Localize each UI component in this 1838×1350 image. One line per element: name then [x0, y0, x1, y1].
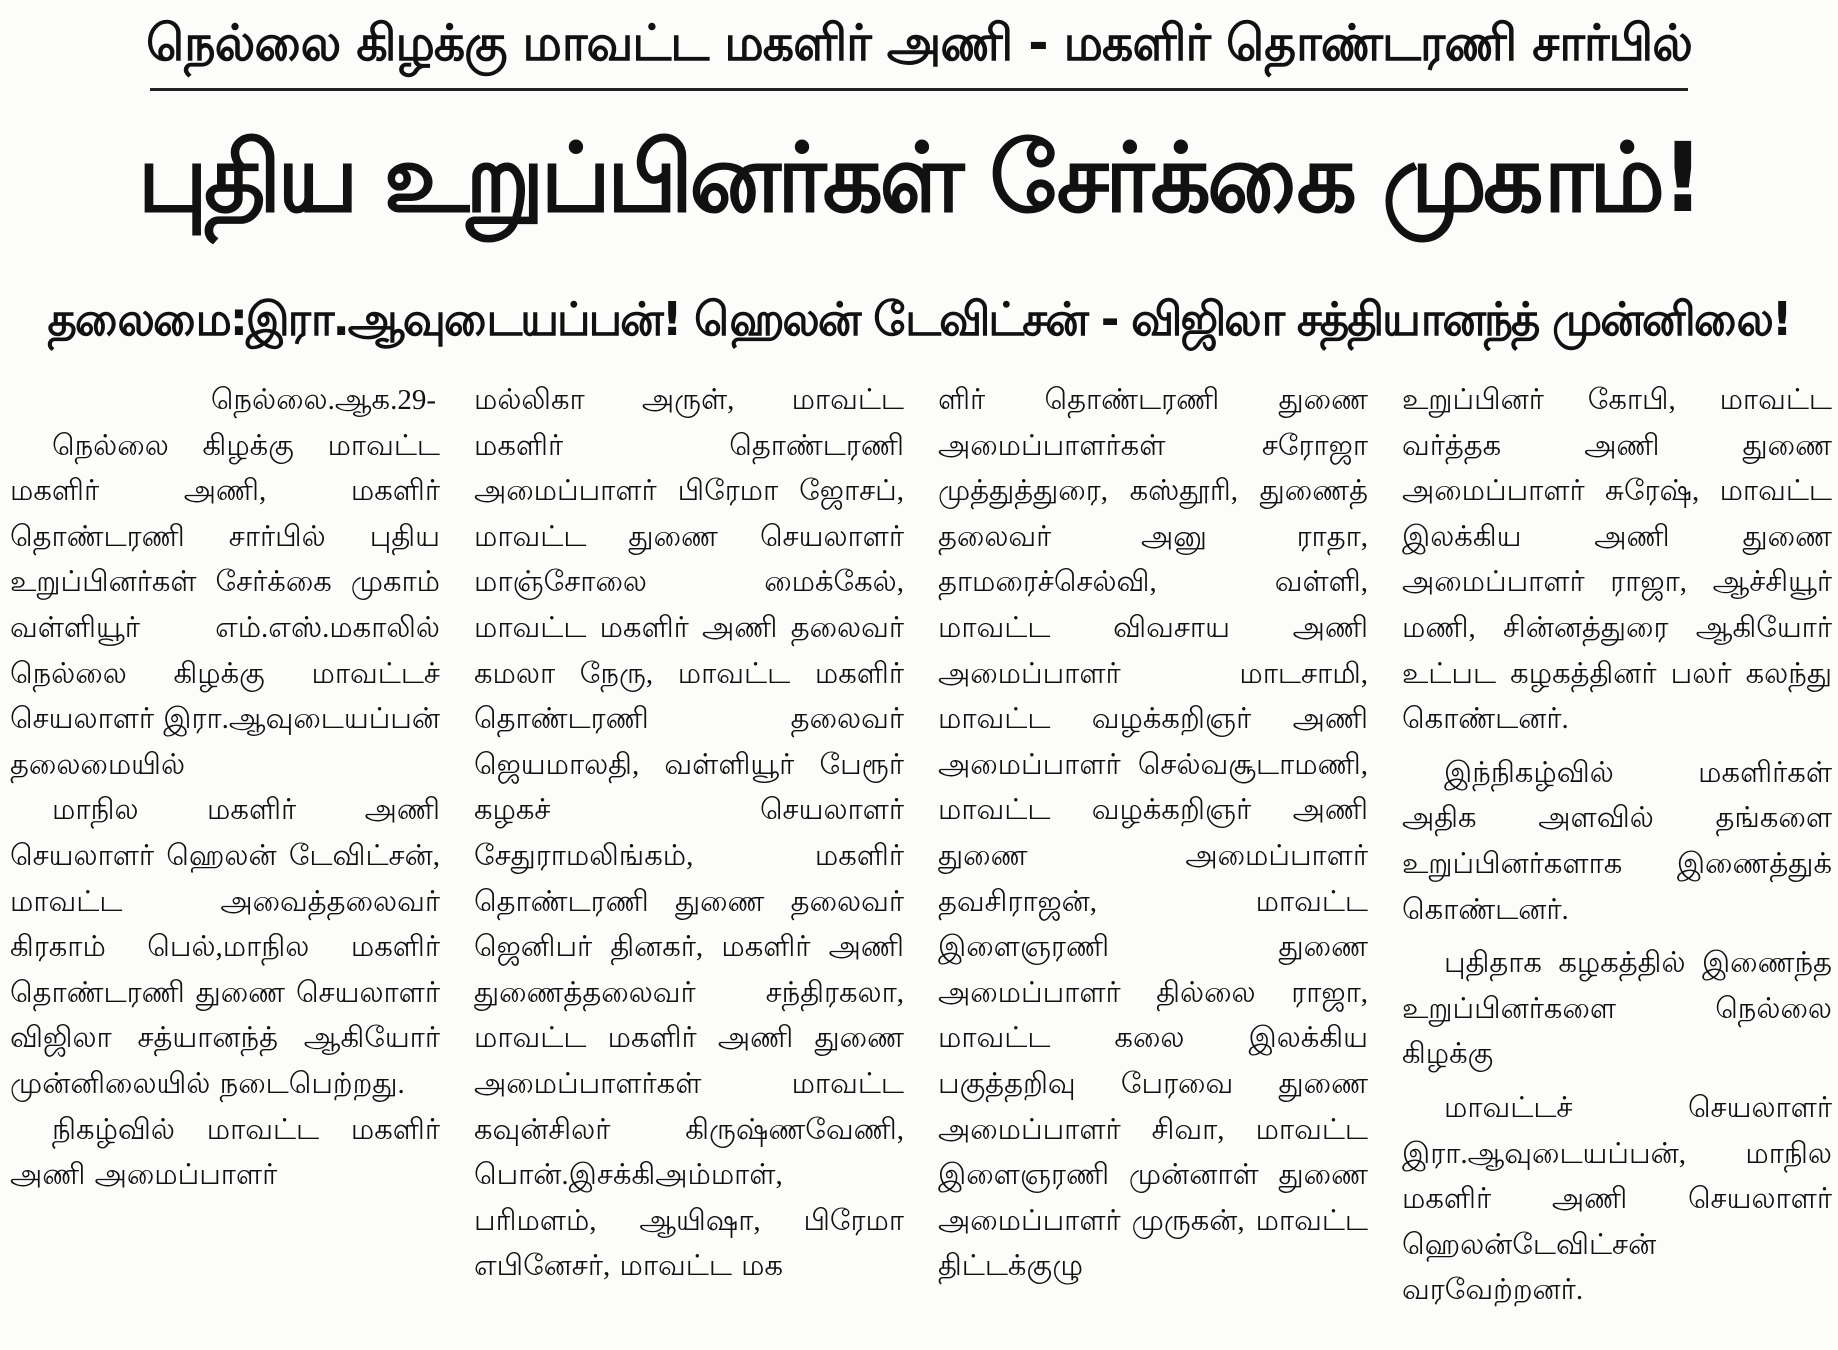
article-paragraph: உறுப்பினர் கோபி, மாவட்ட வர்த்தக அணி துணை அமைப்பாளர் சுரேஷ், மாவட்ட இலக்கிய அணி துணை அமைப்பாளர் ராஜா, ஆச்சியூர் மணி, சின்னத்துரை ஆகியோர் உட்பட கழகத்தினர் பலர் கலந்து கொண்டனர். [1402, 384, 1832, 736]
article-column-2 [474, 378, 904, 1343]
article-column-3 [938, 378, 1368, 1343]
article-paragraph: மாவட்டச் செயலாளர் இரா.ஆவுடையப்பன், மாநில மகளிர் அணி செயலாளர் ஹெலன்டேவிட்சன் வரவேற்றனர். [1402, 1091, 1832, 1307]
article-paragraph: நெல்லை கிழக்கு மாவட்ட மகளிர் அணி, மகளிர் தொண்டரணி சார்பில் புதிய உறுப்பினர்கள் சேர்க்கை முகாம் வள்ளியூர் எம்.எஸ்.மகாலில் நெல்லை கிழக்கு மாவட்டச் செயலாளர் இரா.ஆவுடையப்பன் தலைமையில் [10, 429, 440, 781]
subheadline: தலைமை:இரா.ஆவுடையப்பன்! ஹெலன் டேவிட்சன் - விஜிலா சத்தியானந்த் முன்னிலை! [47, 292, 1791, 346]
article-paragraph: நிகழ்வில் மாவட்ட மகளிர் அணி அமைப்பாளர் [10, 1113, 440, 1192]
dateline: நெல்லை.ஆக.29- [210, 384, 436, 416]
article-paragraph: மாநில மகளிர் அணி செயலாளர் ஹெலன் டேவிட்சன், மாவட்ட அவைத்தலைவர் கிரகாம் பெல்,மாநில மகளிர் தொண்டரணி துணை செயலாளர் விஜிலா சத்யானந்த் ஆகியோர் முன்னிலையில் நடைபெற்றது. [10, 794, 440, 1100]
article-paragraph: மல்லிகா அருள், மாவட்ட மகளிர் தொண்டரணி அமைப்பாளர் பிரேமா ஜோசப், மாவட்ட துணை செயலாளர் மாஞ்சோலை மைக்கேல், மாவட்ட மகளிர் அணி தலைவர் கமலா நேரு, மாவட்ட மகளிர் தொண்டரணி தலைவர் ஜெயமாலதி, வள்ளியூர் பேரூர் கழகச் செயலாளர் சேதுராமலிங்கம், மகளிர் தொண்டரணி துணை தலைவர் ஜெனிபர் தினகர், மகளிர் அணி துணைத்தலைவர் சந்திரகலா, மாவட்ட மகளிர் அணி துணை அமைப்பாளர்கள் மாவட்ட கவுன்சிலர் கிருஷ்ணவேணி, பொன்.இசக்கிஅம்மாள், பரிமளம், ஆயிஷா, பிரேமா எபினேசர், மாவட்ட மக [474, 384, 904, 1283]
kicker-rule [150, 88, 1688, 91]
article-paragraph: ளிர் தொண்டரணி துணை அமைப்பாளர்கள் சரோஜா முத்துத்துரை, கஸ்தூரி, துணைத் தலைவர் அனு ராதா, தாமரைச்செல்வி, வள்ளி, மாவட்ட விவசாய அணி அமைப்பாளர் மாடசாமி, மாவட்ட வழக்கறிஞர் அணி அமைப்பாளர் செல்வசூடாமணி, மாவட்ட வழக்கறிஞர் அணி துணை அமைப்பாளர் தவசிராஜன், மாவட்ட இளைஞரணி துணை அமைப்பாளர் தில்லை ராஜா, மாவட்ட கலை இலக்கிய பகுத்தறிவு பேரவை துணை அமைப்பாளர் சிவா, மாவட்ட இளைஞரணி முன்னாள் துணை அமைப்பாளர் முருகன், மாவட்ட திட்டக்குழு [938, 384, 1368, 1283]
article-column-1 [10, 378, 440, 1343]
kicker-line: நெல்லை கிழக்கு மாவட்ட மகளிர் அணி - மகளிர் தொண்டரணி சார்பில் [146, 14, 1692, 72]
headline: புதிய உறுப்பினர்கள் சேர்க்கை முகாம்! [137, 122, 1701, 234]
article-column-4 [1402, 378, 1832, 1343]
article-paragraph: புதிதாக கழகத்தில் இணைந்த உறுப்பினர்களை நெல்லை கிழக்கு [1402, 947, 1832, 1071]
article-paragraph: இந்நிகழ்வில் மகளிர்கள் அதிக அளவில் தங்களை உறுப்பினர்களாக இணைத்துக் கொண்டனர். [1402, 756, 1832, 926]
